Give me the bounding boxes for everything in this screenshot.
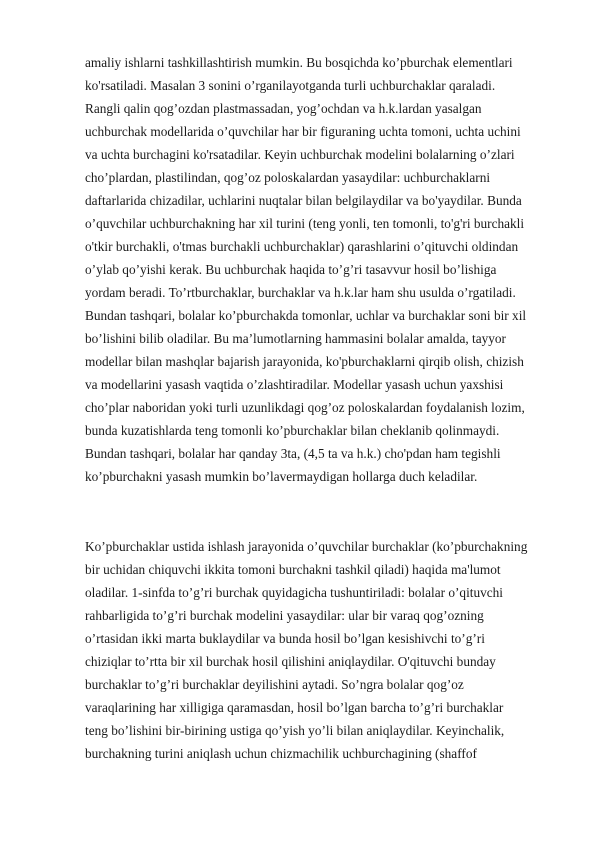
paragraph-line: Bundan tashqari, bolalar ko’pburchakda tomonlar, uchlar va burchaklar soni bir xil [85, 308, 527, 323]
paragraph-line: o’ylab qo’yishi kerak. Bu uchburchak haqida to’g’ri tasavvur hosil bo’lishiga [85, 262, 497, 277]
paragraph-line: ko'rsatiladi. Masalan 3 sonini o’rganilayotganda turli uchburchaklar qaraladi. [85, 78, 496, 93]
paragraph-line: modellar bilan mashqlar bajarish jarayonida, ko'pburchaklarni qirqib olish, chizish [85, 354, 524, 369]
paragraph-line: Ko’pburchaklar ustida ishlash jarayonida o’quvchilar burchaklar (ko’pburchakning [85, 539, 528, 554]
paragraph-line: rahbarligida to’g’ri burchak modelini yasaydilar: ular bir varaq qog’ozning [85, 608, 484, 623]
paragraph-line: o’rtasidan ikki marta buklaydilar va bunda hosil bo’lgan kesishivchi to’g’ri [85, 631, 485, 646]
paragraph-line: ko’pburchakni yasash mumkin bo’lavermaydigan hollarga duch keladilar. [85, 469, 478, 484]
paragraph-1 [85, 51, 565, 488]
paragraph-line: yordam beradi. To’rtburchaklar, burchaklar va h.k.lar ham shu usulda o’rgatiladi. [85, 285, 516, 300]
paragraph-line: burchakning turini aniqlash uchun chizmachilik uchburchagining (shaffof [85, 746, 477, 761]
paragraph-line: daftarlarida chizadilar, uchlarini nuqtalar bilan belgilaydilar va bo'yaydilar. Bunda [85, 193, 522, 208]
paragraph-line: bunda kuzatishlarda teng tomonli ko’pburchaklar bilan cheklanib qolinmaydi. [85, 423, 500, 438]
paragraph-line: cho’plar naboridan yoki turli uzunlikdagi qog’oz poloskalardan foydalanish lozim, [85, 400, 525, 415]
paragraph-line: va uchta burchagini ko'rsatadilar. Keyin uchburchak modelini bolalarning o’zlari [85, 147, 515, 162]
paragraph-line: bo’lishini bilib oladilar. Bu ma’lumotlarning hammasini bolalar amalda, tayyor [85, 331, 506, 346]
paragraph-line: amaliy ishlarni tashkillashtirish mumkin. Bu bosqichda ko’pburchak elementlari [85, 55, 513, 70]
paragraph-line: o'tkir burchakli, o'tmas burchakli uchburchaklar) qarashlarini o’qituvchi oldindan [85, 239, 519, 254]
paragraph-line: teng bo’lishini bir-birining ustiga qo’yish yo’li bilan aniqlaydilar. Keyinchalik, [85, 723, 505, 738]
paragraph-line: uchburchak modellarida o’quvchilar har bir figuraning uchta tomoni, uchta uchini [85, 124, 521, 139]
paragraph-line: va modellarini yasash vaqtida o’zlashtiradilar. Modellar yasash uchun yaxshisi [85, 377, 504, 392]
paragraph-line: burchaklar to’g’ri burchaklar deyilishini aytadi. So’ngra bolalar qog’oz [85, 677, 464, 692]
paragraph-line: Rangli qalin qog’ozdan plastmassadan, yog’ochdan va h.k.lardan yasalgan [85, 101, 482, 116]
paragraph-line: bir uchidan chiquvchi ikkita tomoni burchakni tashkil qiladi) haqida ma'lumot [85, 562, 501, 577]
paragraph-line: chiziqlar to’rtta bir xil burchak hosil qilishini aniqlaydilar. O'qituvchi bunday [85, 654, 496, 669]
paragraph-2 [85, 535, 565, 765]
paragraph-line: o’quvchilar uchburchakning har xil turini (teng yonli, ten tomonli, to'g'ri burchakli [85, 216, 525, 231]
paragraph-line: cho’plardan, plastilindan, qog’oz poloskalardan yasaydilar: uchburchaklarni [85, 170, 491, 185]
paragraph-line: varaqlarining har xilligiga qaramasdan, hosil bo’lgan barcha to’g’ri burchaklar [85, 700, 504, 715]
paragraph-line: Bundan tashqari, bolalar har qanday 3ta, (4,5 ta va h.k.) cho'pdan ham tegishli [85, 446, 501, 461]
paragraph-line: oladilar. 1-sinfda to’g’ri burchak quyidagicha tushuntiriladi: bolalar o’qituvchi [85, 585, 504, 600]
